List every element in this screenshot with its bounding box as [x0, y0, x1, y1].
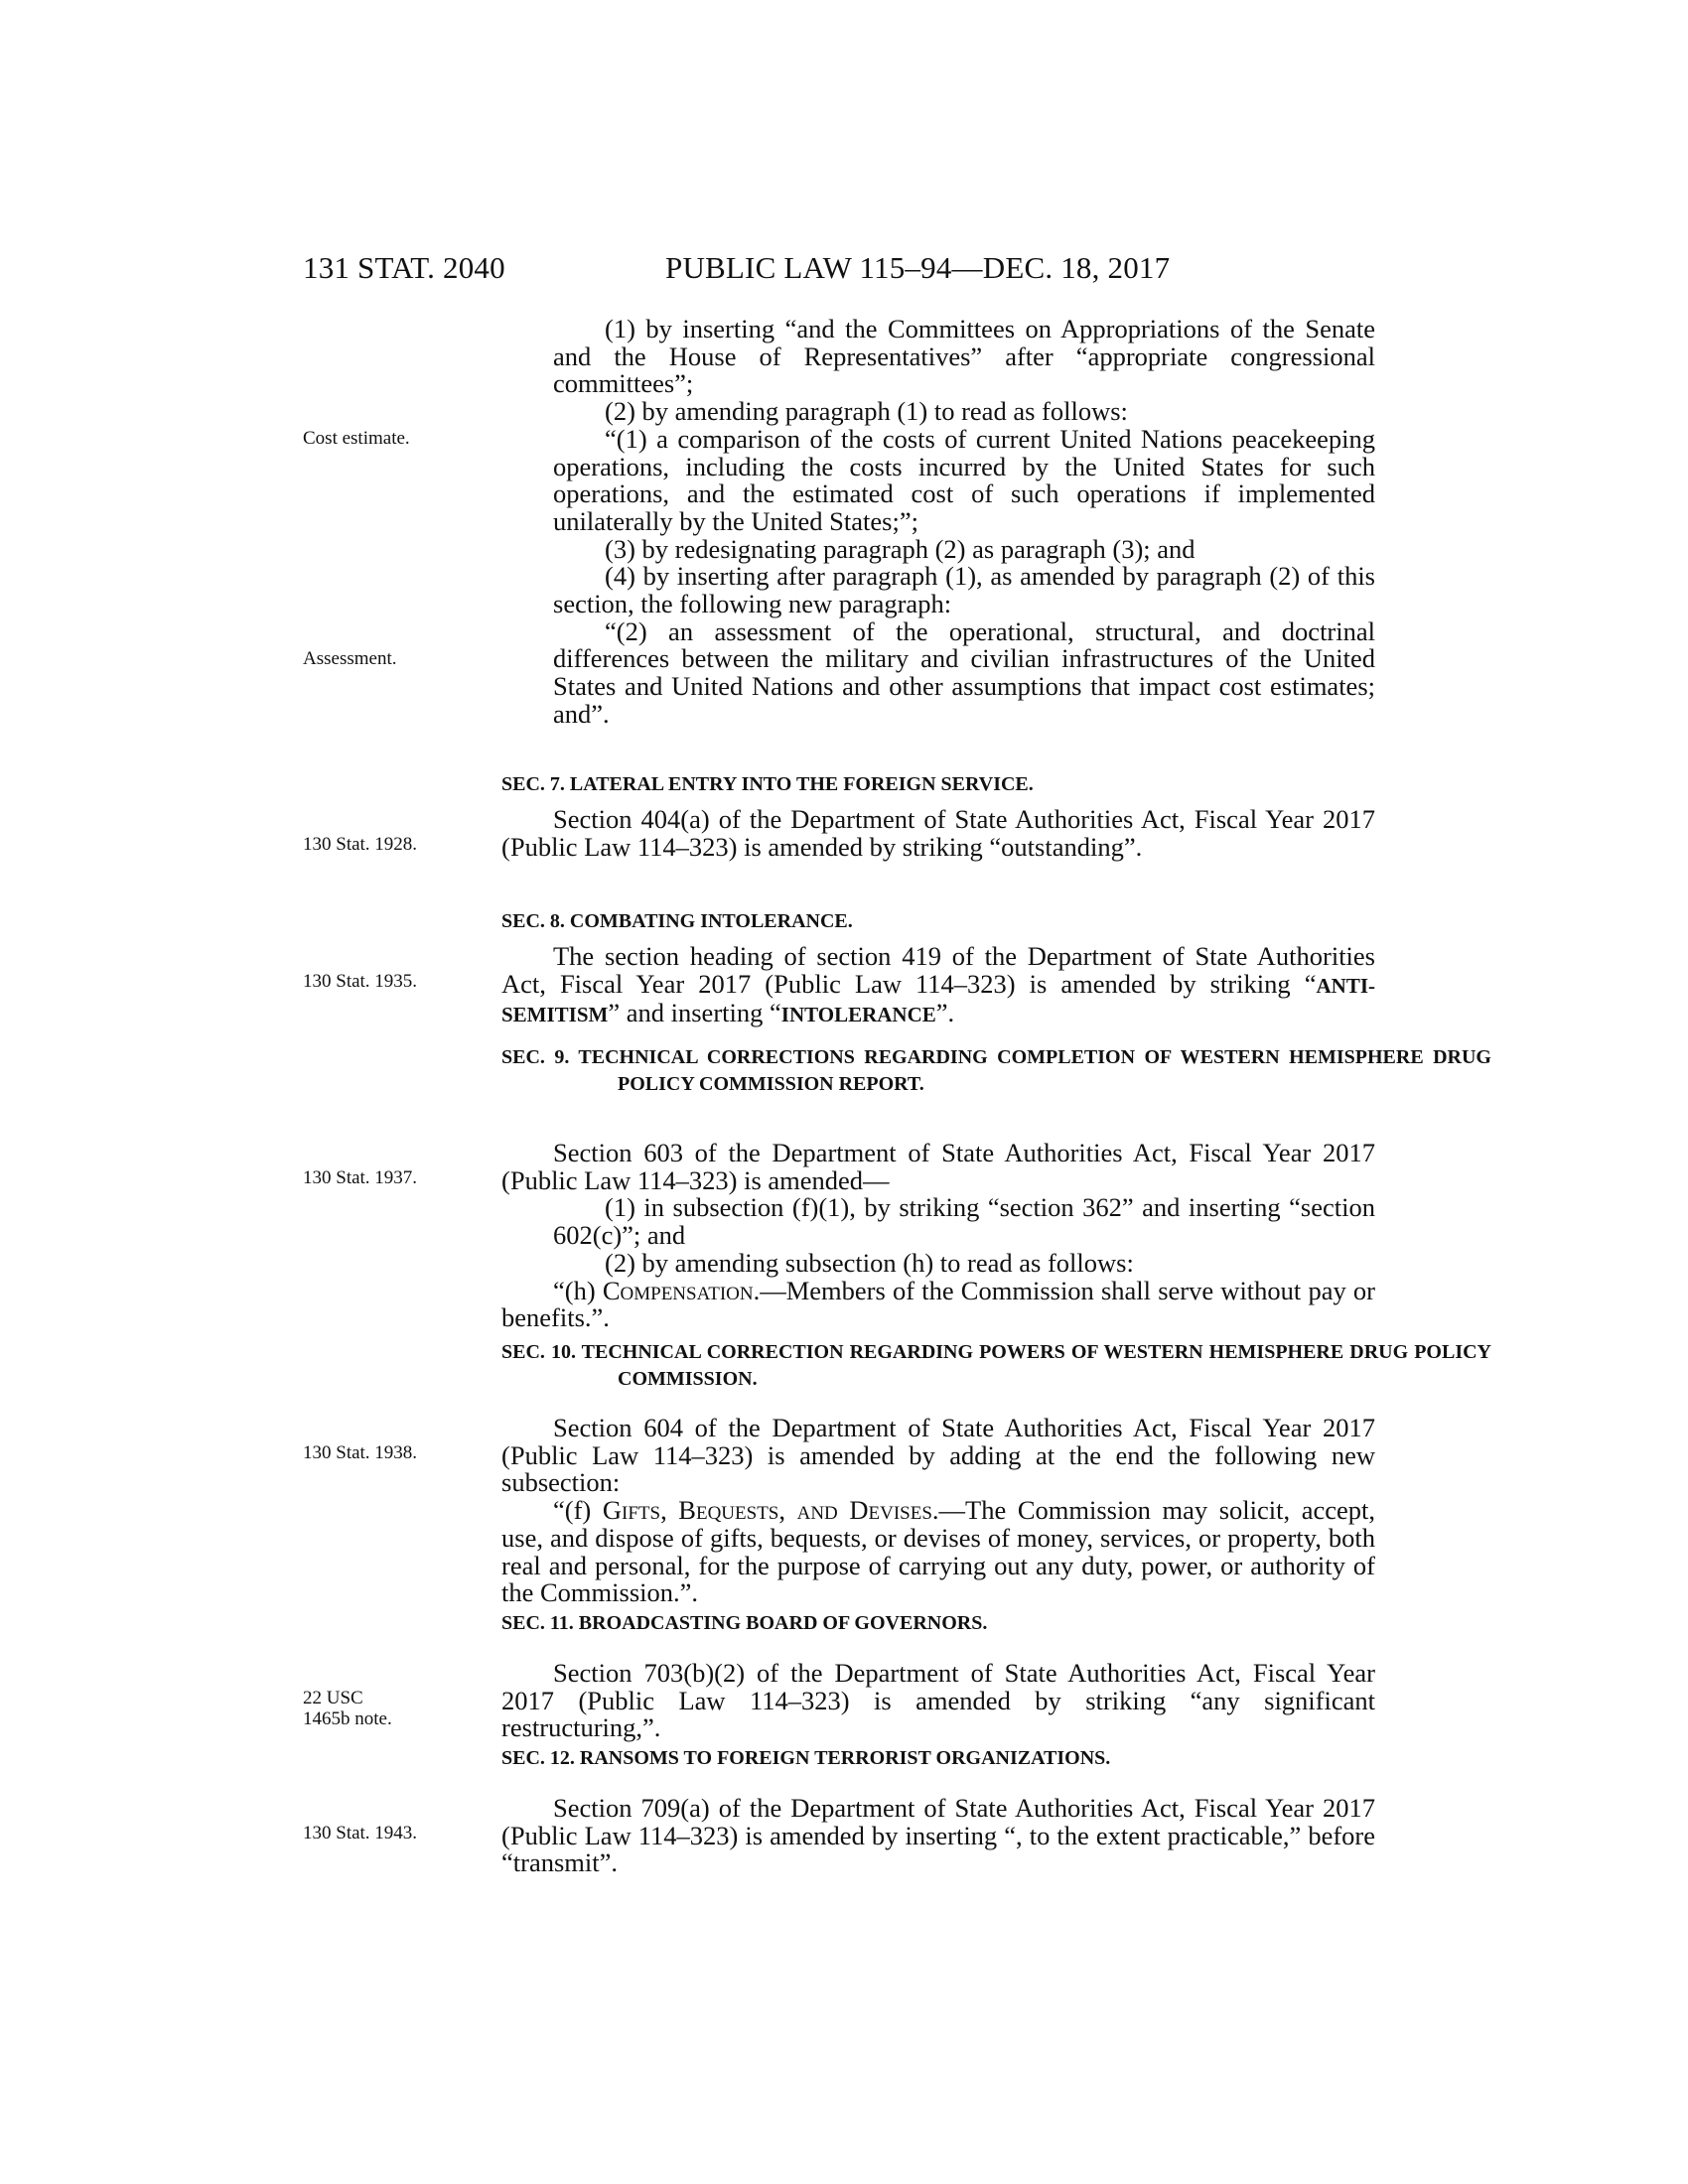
section-text: Section 703(b)(2) of the Department of State Authorities Act, Fiscal Year 2017 (Public Law 114–323) is amended by striking “any significant restructuring,”.	[501, 1658, 1375, 1743]
margin-note-sec7: 130 Stat. 1928.	[303, 834, 418, 855]
section-heading-12: SEC. 12. RANSOMS TO FOREIGN TERRORIST ORGANIZATIONS.	[501, 1747, 1111, 1769]
paragraph: “(1) a comparison of the costs of current United Nations peacekeeping operations, including the costs incurred by the United States for such operations, and the estimated cost of such operations if implemented unilaterally by the United States;”;	[553, 423, 1375, 536]
margin-note-sec10: 130 Stat. 1938.	[303, 1442, 418, 1463]
margin-note-sec9: 130 Stat. 1937.	[303, 1167, 418, 1188]
section-text: Section 709(a) of the Department of State Authorities Act, Fiscal Year 2017 (Public Law 114–323) is amended by inserting “, to the extent practicable,” before “transmit”.	[501, 1793, 1375, 1878]
section-heading-8: SEC. 8. COMBATING INTOLERANCE.	[501, 910, 853, 932]
section-body-8	[501, 943, 1375, 1029]
paragraph: (1) by inserting “and the Committees on Appropriations of the Senate and the House of Representatives” after “appropriate congressional committees”;	[553, 314, 1375, 399]
section-body-9	[501, 1140, 1375, 1332]
paragraph: (2) by amending paragraph (1) to read as follows:	[605, 396, 1128, 427]
section-body-10	[501, 1415, 1375, 1607]
margin-note-sec11: 22 USC 1465b note.	[303, 1688, 392, 1729]
list-item: (2) by amending subsection (h) to read as follows:	[605, 1247, 1134, 1278]
section-text: Section 404(a) of the Department of State Authorities Act, Fiscal Year 2017 (Public Law 114–323) is amended by striking “outstanding”.	[501, 804, 1375, 862]
margin-note-sec12: 130 Stat. 1943.	[303, 1823, 418, 1843]
quoted-subsection: “(f) Gifts, Bequests, and Devises.—The Commission may solicit, accept, use, and dispose of gifts, bequests, or devises of money, services, or property, both real and personal, for the purpose of carrying out any duty, power, or authority of the Commission.”.	[501, 1495, 1376, 1608]
section-body-7	[501, 806, 1375, 861]
section-body-12	[501, 1795, 1375, 1877]
paragraph: (4) by inserting after paragraph (1), as amended by paragraph (2) of this section, the following new paragraph:	[553, 561, 1375, 619]
paragraph: “(2) an assessment of the operational, structural, and doctrinal differences between the military and civilian infrastructures of the United States and United Nations and other assumptions that impact cost estimates; and”.	[553, 615, 1375, 729]
amendment-block	[501, 316, 1375, 729]
section-text: The section heading of section 419 of the Department of State Authorities Act, Fiscal Year 2017 (Public Law 114–323) is amended by striking “ANTI-SEMITISM” and inserting “INTOLERANCE”.	[501, 941, 1375, 1028]
section-heading-9: SEC. 9. TECHNICAL CORRECTIONS REGARDING COMPLETION OF WESTERN HEMISPHERE DRUG POLICY COMMISSION REPORT.	[501, 1046, 1491, 1095]
section-text: Section 603 of the Department of State Authorities Act, Fiscal Year 2017 (Public Law 114–323) is amended—	[501, 1138, 1375, 1195]
section-heading-7: SEC. 7. LATERAL ENTRY INTO THE FOREIGN SERVICE.	[501, 773, 1034, 795]
page-number: 131 STAT. 2040	[303, 250, 505, 285]
quoted-subsection: “(h) Compensation.—Members of the Commission shall serve without pay or benefits.”.	[501, 1275, 1375, 1333]
paragraph: (3) by redesignating paragraph (2) as paragraph (3); and	[605, 533, 1196, 564]
section-heading-10: SEC. 10. TECHNICAL CORRECTION REGARDING POWERS OF WESTERN HEMISPHERE DRUG POLICY COMMISSION.	[501, 1341, 1491, 1390]
section-body-11	[501, 1660, 1375, 1742]
margin-note-cost-estimate: Cost estimate.	[303, 428, 410, 449]
running-head: PUBLIC LAW 115–94—DEC. 18, 2017	[665, 250, 1171, 285]
margin-note-assessment: Assessment.	[303, 648, 397, 669]
section-heading-11: SEC. 11. BROADCASTING BOARD OF GOVERNORS.	[501, 1612, 988, 1634]
struck-term: ANTI-SEMITISM	[501, 973, 1375, 1027]
section-text: Section 604 of the Department of State Authorities Act, Fiscal Year 2017 (Public Law 114–323) is amended by adding at the end the following new subsection:	[501, 1413, 1375, 1498]
inserted-term: INTOLERANCE	[780, 1003, 936, 1027]
list-item: (1) in subsection (f)(1), by striking “section 362” and inserting “section 602(c)”; and	[553, 1192, 1375, 1251]
margin-note-sec8: 130 Stat. 1935.	[303, 971, 418, 992]
